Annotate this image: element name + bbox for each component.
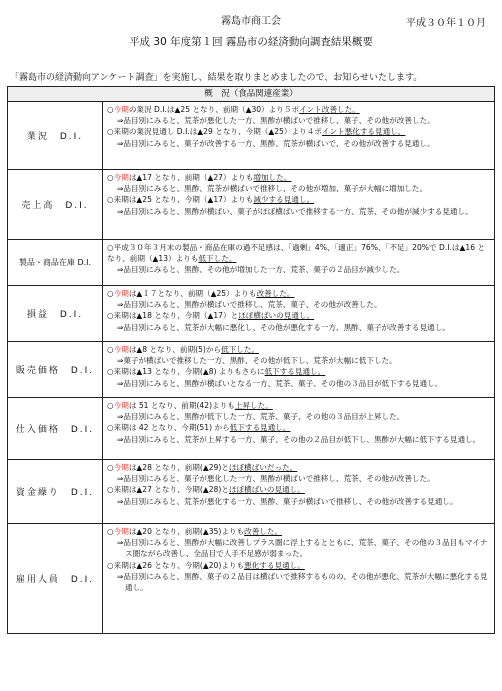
line-text: ⇒品目別にみると、荒茶が悪化する一方、黒酢、菓子が横ばいで推移し、その他が改善する見通し。 — [117, 496, 458, 506]
bullet-mark: ○ — [107, 463, 114, 472]
conclusion-text: ほぼ横ばいの見通し。 — [238, 311, 315, 321]
summary-line — [107, 172, 490, 183]
di-row — [8, 460, 495, 524]
summary-line — [107, 422, 490, 433]
bullet-mark: ○ — [107, 423, 114, 433]
line-text: ⇒品目別にみると、黒酢が横ばい、菓子がほぼ横ばいで推移する一方、荒茶、その他が減少する見通し。 — [117, 206, 473, 216]
line-text: ⇒品目別にみると、黒酢が横ばいとなる一方、荒茶、菓子、その他の３品目が低下する見通し。 — [117, 378, 443, 388]
detail-line — [107, 378, 490, 389]
line-text: ⇒品目別にみると、菓子が悪化した一方、黒酢が横ばいで推移し、荒茶、その他が改善した。 — [117, 474, 435, 484]
conclusion-text: 上昇した。 — [234, 401, 273, 410]
detail-line — [107, 206, 490, 217]
bullet-mark: ○ — [107, 173, 114, 182]
line-text: 来期は▲26 となり、今期(▲20)よりも — [113, 560, 245, 570]
detail-line — [107, 355, 490, 366]
line-text: ⇒品目別にみると、黒酢が横ばいで推移し、荒茶、菓子、その他が改善した。 — [117, 300, 382, 310]
line-text: ⇒品目別にみると、黒酢、荒茶が横ばいで推移し、その他が増加、菓子が大幅に増加した。 — [117, 184, 428, 194]
di-body — [103, 398, 495, 460]
conclusion-text: 低下した。 — [221, 345, 259, 354]
line-text: 来期は▲13 となり、今期(▲8) よりもさらに — [113, 367, 265, 377]
line-text: 来期は 42 となり、今期(51) から — [113, 423, 230, 433]
org-name: 霧島市商工会 — [221, 16, 281, 27]
conclusion-text: 悪化する見通し。 — [244, 560, 305, 570]
di-body — [103, 286, 495, 342]
detail-line — [107, 537, 490, 559]
period-label: 今期 — [113, 173, 129, 182]
period-label: 今期 — [113, 463, 129, 472]
summary-line — [107, 194, 490, 205]
summary-line — [107, 310, 490, 321]
bullet-mark: ○ — [107, 367, 114, 377]
line-text: ⇒品目別にみると、荒茶が悪化した一方、黒酢が横ばいで推移し、菓子、その他が改善した。 — [117, 116, 435, 126]
detail-line — [107, 299, 490, 310]
di-body — [103, 460, 495, 524]
summary-line — [107, 484, 490, 495]
summary-line — [107, 242, 490, 264]
conclusion-text: 低下する見通し。 — [264, 367, 326, 377]
di-body — [103, 240, 495, 286]
conclusion-text: イント改善した。 — [299, 105, 360, 114]
line-text: は▲20 となり、前期(▲35)よりも — [128, 527, 245, 536]
di-label: 販売価格 D.I. — [8, 342, 103, 398]
conclusion-text: イント悪化する見通し。 — [321, 127, 406, 137]
line-text: ⇒品目別にみると、黒酢、その他が増加した一方、荒茶、菓子の２品目が減少した。 — [117, 265, 405, 275]
di-label: 資金繰り D.I. — [8, 460, 103, 524]
conclusion-text: 低下した。 — [198, 254, 237, 264]
conclusion-text: 改善した。 — [256, 289, 295, 298]
detail-line — [107, 138, 490, 149]
di-row — [8, 342, 495, 398]
line-text: ⇒品目別にみると、黒酢、菓子の２品目は横ばいで推移するものの、その他が悪化、荒茶が大幅に悪化する見通し。 — [117, 571, 488, 593]
line-text: ⇒品目別にみると、荒茶が上昇する一方、菓子、その他の２品目が低下し、黒酢が大幅に低下する見通し。 — [117, 434, 481, 444]
di-row — [8, 170, 495, 240]
summary-line — [107, 288, 490, 299]
bullet-mark: ○ — [107, 243, 114, 252]
summary-line — [107, 560, 490, 571]
detail-line — [107, 264, 490, 275]
line-text: ⇒菓子が横ばいで推移した一方、黒酢、その他が低下し、荒茶が大幅に低下した。 — [117, 356, 397, 366]
detail-line — [107, 183, 490, 194]
line-text: 来期は▲18 となり、今期（▲17）と — [113, 311, 239, 321]
conclusion-text: ほぼ横ばいの見通し。 — [228, 485, 305, 495]
di-label: 売上高 D.I. — [8, 170, 103, 240]
di-row — [8, 524, 495, 634]
conclusion-text: 減少する見通し。 — [253, 195, 315, 205]
detail-line — [107, 434, 490, 445]
line-text: は 51 となり、前期(42)よりも — [128, 401, 235, 410]
line-text: 来期は▲25 となり、今期（▲17）よりも — [113, 195, 254, 205]
detail-line — [107, 115, 490, 126]
di-body — [103, 524, 495, 634]
period-label: 今期 — [113, 289, 129, 298]
di-row — [8, 398, 495, 460]
di-row — [8, 240, 495, 286]
summary-line — [107, 526, 490, 537]
line-text: の業況 D.I.は▲25 となり、前期（▲30）より５ポ — [128, 105, 300, 114]
conclusion-text: 増加した。 — [253, 173, 292, 182]
line-text: ⇒品目別にみると、菓子が改善する一方、黒酢、荒茶が横ばいで、その他が改善する見通し。 — [117, 138, 435, 148]
section-header-row — [8, 87, 495, 102]
di-body — [103, 170, 495, 240]
intro-text: 「霧島市の経済動向アンケート調査」を実施し、結果を取りまとめましたので、お知らせいたします。 — [10, 73, 423, 83]
bullet-mark: ○ — [107, 105, 114, 114]
di-label: 雇用人員 D.I. — [8, 524, 103, 634]
summary-line — [107, 400, 490, 411]
period-label: 今期 — [113, 401, 129, 410]
line-text: ⇒品目別にみると、荒茶が大幅に悪化し、その他が悪化する一方、黒酢、菓子が改善する見通し。 — [117, 322, 450, 332]
line-text: ⇒品目別にみると、黒酢が大幅に改善しプラス圏に浮上するとともに、荒茶、菓子、その他の３品目もマイナス圏ながら改善し、全品目で人手不足感が弱まった。 — [117, 538, 488, 559]
line-text: 来期の業況見通し D.I.は▲29 となり、今期（▲25）より４ポ — [113, 127, 322, 137]
line-text: 平成３０年３月末の製品・商品在庫の過不足感は、「過剰」4%、「適正」76%、「不足」20%で D.I.は▲16 となり、前期（▲13）よりも — [107, 243, 486, 264]
period-label: 今期 — [113, 345, 129, 354]
report-title: 平成 30 年度第１回 霧島市の経済動向調査結果概要 — [129, 36, 373, 48]
detail-line — [107, 322, 490, 333]
summary-line — [107, 344, 490, 355]
line-text: は▲8 となり、前期(5)から — [128, 345, 222, 354]
di-label: 業況 D.I. — [8, 102, 103, 170]
di-label: 製品・商品在庫 D.I. — [8, 240, 103, 286]
conclusion-text: 改善した。 — [244, 527, 283, 536]
period-label: 今期 — [113, 105, 129, 114]
di-row — [8, 102, 495, 170]
section-header: 概 況（食品関連産業） — [8, 87, 495, 102]
bullet-mark: ○ — [107, 560, 114, 570]
conclusion-text: 低下する見通し。 — [229, 423, 291, 433]
summary-table — [7, 86, 495, 634]
line-text: は▲17 となり、前期（▲27）よりも — [128, 173, 254, 182]
di-row — [8, 286, 495, 342]
line-text: は▲28 となり、前期(▲29)と — [128, 463, 229, 472]
period-label: 今期 — [113, 527, 129, 536]
bullet-mark: ○ — [107, 195, 114, 205]
summary-line — [107, 462, 490, 473]
detail-line — [107, 473, 490, 484]
summary-line — [107, 366, 490, 377]
di-label: 損益 D.I. — [8, 286, 103, 342]
line-text: ⇒品目別にみると、黒酢が低下した一方、荒茶、菓子、その他の３品目が上昇した。 — [117, 412, 405, 422]
line-text: は▲１７となり、前期（▲25）よりも — [128, 289, 257, 298]
bullet-mark: ○ — [107, 289, 114, 298]
conclusion-text: ほぼ横ばいだった。 — [228, 463, 298, 472]
report-date: 平成３０年１０月 — [406, 18, 486, 29]
di-body — [103, 342, 495, 398]
bullet-mark: ○ — [107, 527, 114, 536]
bullet-mark: ○ — [107, 311, 114, 321]
detail-line — [107, 496, 490, 507]
bullet-mark: ○ — [107, 127, 114, 137]
bullet-mark: ○ — [107, 485, 114, 495]
detail-line — [107, 411, 490, 422]
di-body — [103, 102, 495, 170]
bullet-mark: ○ — [107, 345, 114, 354]
summary-line — [107, 104, 490, 115]
line-text: 来期は▲27 となり、今期(▲28)と — [113, 485, 229, 495]
bullet-mark: ○ — [107, 401, 114, 410]
detail-line — [107, 571, 490, 593]
summary-line — [107, 126, 490, 137]
di-label: 仕入価格 D.I. — [8, 398, 103, 460]
